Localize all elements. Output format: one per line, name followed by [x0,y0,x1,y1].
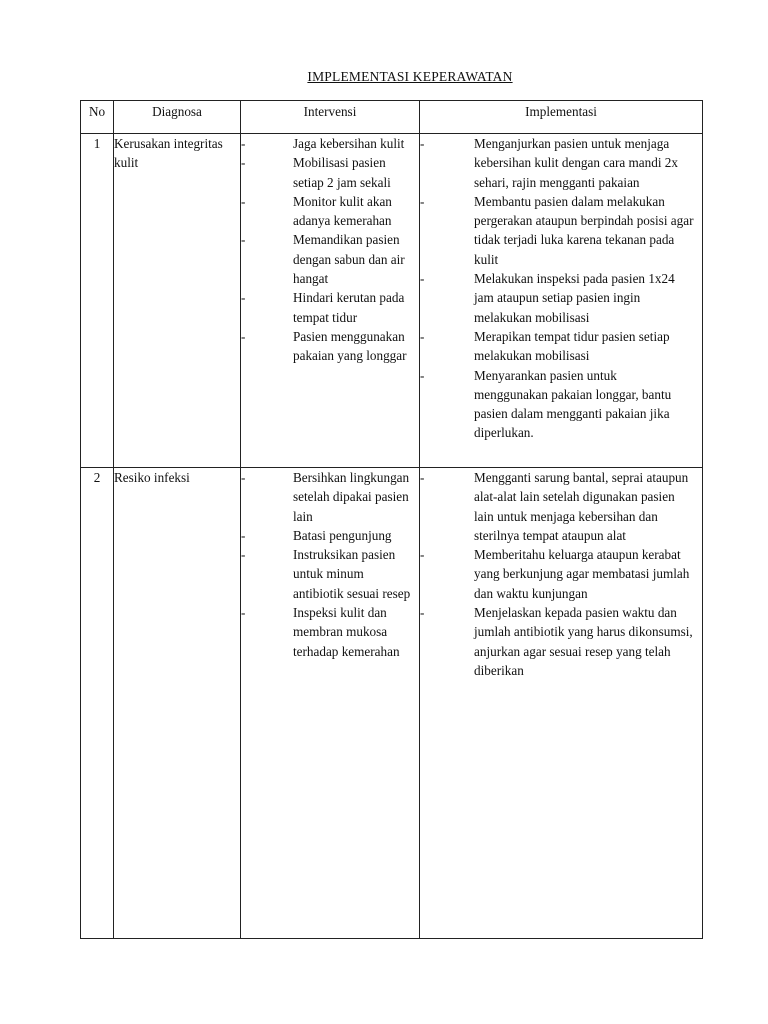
list-item [241,230,419,288]
implementation-cell [420,134,703,468]
intervention-list [241,134,419,366]
list-item [241,468,419,526]
list-item-text: Menganjurkan pasien untuk menjaga kebersihan kulit dengan cara mandi 2x sehari, rajin mengganti pakaian [474,136,678,190]
list-item-text: Memandikan pasien dengan sabun dan air hangat [293,232,405,287]
list-dash: - [420,136,425,151]
list-dash: - [241,470,246,485]
header-implementasi: Implementasi [420,101,703,134]
list-item [241,603,419,661]
table-header-row [81,101,703,134]
row-number: 1 [81,134,114,468]
list-item-text: Merapikan tempat tidur pasien setiap melakukan mobilisasi [474,328,670,364]
list-item-text: Mengganti sarung bantal, seprai ataupun alat-alat lain setelah digunakan pasien lain untuk menjaga kebersihan dan sterilnya tempat ataupun alat [474,470,689,543]
list-item-text: Menjelaskan kepada pasien waktu dan jumlah antibiotik yang harus dikonsumsi, anjurkan agar sesuai resep yang telah diberikan [474,605,693,678]
table-row [81,468,703,939]
implementation-table [80,100,703,939]
list-item-text: Membantu pasien dalam melakukan pergerakan ataupun berpindah posisi agar tidak terjadi luka karena tekanan pada kulit [474,193,694,267]
list-item [420,468,702,545]
list-dash: - [241,136,246,151]
list-item [241,288,419,327]
list-item [420,545,702,603]
list-item-text: Hindari kerutan pada tempat tidur [293,290,405,325]
list-dash: - [420,367,425,383]
list-dash: - [241,605,246,621]
list-item [420,192,702,269]
list-item [241,327,419,366]
list-dash: - [241,155,246,171]
list-item-text: Pasien menggunakan pakaian yang longgar [293,328,407,364]
list-item-text: Monitor kulit akan adanya kemerahan [293,193,392,229]
list-item [420,269,702,327]
list-item [420,366,702,443]
implementation-cell [420,468,703,939]
list-item-text: Inspeksi kulit dan membran mukosa terhadap kemerahan [293,605,400,659]
list-item-text: Memberitahu keluarga ataupun kerabat yang berkunjung agar membatasi jumlah dan waktu kunjungan [474,547,690,601]
list-item-text: Jaga kebersihan kulit [293,136,405,151]
list-dash: - [420,470,425,485]
header-intervensi: Intervensi [241,101,420,134]
list-dash: - [241,232,246,248]
diagnosis-cell: Resiko infeksi [114,468,241,939]
document-title: IMPLEMENTASI KEPERAWATAN [307,69,513,84]
list-item [420,327,702,366]
list-item [241,526,419,545]
list-dash: - [420,328,425,344]
list-dash: - [241,547,246,563]
intervention-list [241,468,419,661]
list-item [420,603,702,680]
list-dash: - [420,605,425,621]
list-dash: - [420,547,425,563]
header-diagnosa: Diagnosa [114,101,241,134]
list-item-text: Instruksikan pasien untuk minum antibiotik sesuai resep [293,547,411,601]
list-dash: - [420,193,425,209]
list-dash: - [241,527,246,543]
list-item [241,153,419,192]
list-dash: - [241,328,246,344]
row-number: 2 [81,468,114,939]
implementation-list [420,468,702,680]
header-no: No [81,101,114,134]
list-item [420,134,702,192]
list-dash: - [420,271,425,287]
list-item [241,192,419,231]
list-dash: - [241,193,246,209]
list-item-text: Mobilisasi pasien setiap 2 jam sekali [293,155,391,190]
list-item-text: Bersihkan lingkungan setelah dipakai pasien lain [293,470,410,524]
intervention-cell [241,134,420,468]
diagnosis-cell: Kerusakan integritas kulit [114,134,241,468]
intervention-cell [241,468,420,939]
list-dash: - [241,290,246,306]
list-item [241,545,419,603]
table-row [81,134,703,468]
list-item [241,134,419,153]
implementation-list [420,134,702,443]
list-item-text: Menyarankan pasien untuk menggunakan pakaian longgar, bantu pasien dalam mengganti pakaian jika diperlukan. [474,367,672,441]
list-item-text: Batasi pengunjung [293,527,392,543]
list-item-text: Melakukan inspeksi pada pasien 1x24 jam ataupun setiap pasien ingin melakukan mobilisasi [474,271,675,325]
